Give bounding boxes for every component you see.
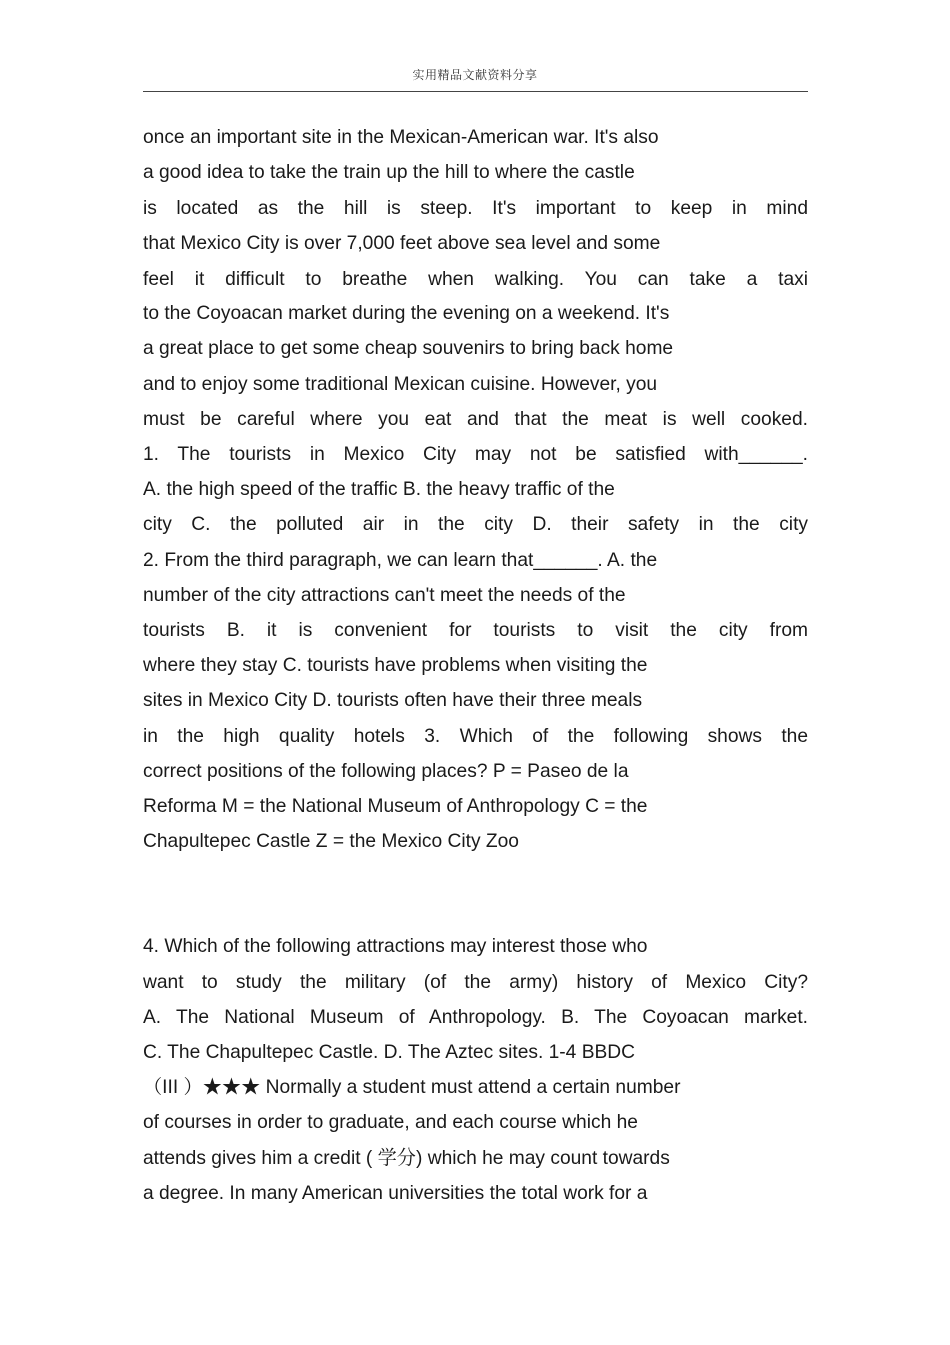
text-line: of courses in order to graduate, and each course which he [143,1112,638,1133]
text-line: that Mexico City is over 7,000 feet above sea level and some [143,233,661,254]
text-line: sites in Mexico City D. tourists often have their three meals [143,690,643,711]
text-line: 4. Which of the following attractions may interest those who [143,936,648,957]
header-rule [143,91,808,92]
text-line: 2. From the third paragraph, we can learn that______. A. the [143,550,658,571]
page-header: 实用精品文献资料分享 [412,68,538,82]
text-line: A. the high speed of the traffic B. the heavy traffic of the [143,479,615,500]
text-line: number of the city attractions can't meet the needs of the [143,585,626,606]
text-line: once an important site in the Mexican-American war. It's also [143,127,659,148]
text-line: must be careful where you eat and that the meat is well cooked. [143,409,808,430]
text-line: A. The National Museum of Anthropology. B. The Coyoacan market. [143,1007,808,1028]
text-line: attends gives him a credit ( 学分) which he may count towards [143,1148,670,1169]
text-line: want to study the military (of the army) history of Mexico City? [143,972,808,993]
text-line: Reforma M = the National Museum of Anthropology C = the [143,796,648,817]
text-line: where they stay C. tourists have problems when visiting the [143,655,648,676]
text-line: in the high quality hotels 3. Which of the following shows the [143,726,808,747]
text-line: a good idea to take the train up the hill to where the castle [143,162,635,183]
text-line: feel it difficult to breathe when walking. You can take a taxi [143,269,808,290]
text-line: C. The Chapultepec Castle. D. The Aztec sites. 1-4 BBDC [143,1042,635,1063]
text-line: to the Coyoacan market during the evening on a weekend. It's [143,303,670,324]
text-line: a degree. In many American universities the total work for a [143,1183,648,1204]
text-line: and to enjoy some traditional Mexican cuisine. However, you [143,374,658,395]
text-line: correct positions of the following places? P = Paseo de la [143,761,629,782]
text-line: is located as the hill is steep. It's important to keep in mind [143,198,808,219]
text-line: （III ）★★★ Normally a student must attend a certain number [143,1077,681,1098]
text-line: a great place to get some cheap souvenirs to bring back home [143,338,674,359]
text-line: city C. the polluted air in the city D. their safety in the city [143,514,808,535]
text-line: tourists B. it is convenient for tourists to visit the city from [143,620,808,641]
text-line: Chapultepec Castle Z = the Mexico City Zoo [143,831,519,852]
text-line: 1. The tourists in Mexico City may not be satisfied with______. [143,444,808,465]
